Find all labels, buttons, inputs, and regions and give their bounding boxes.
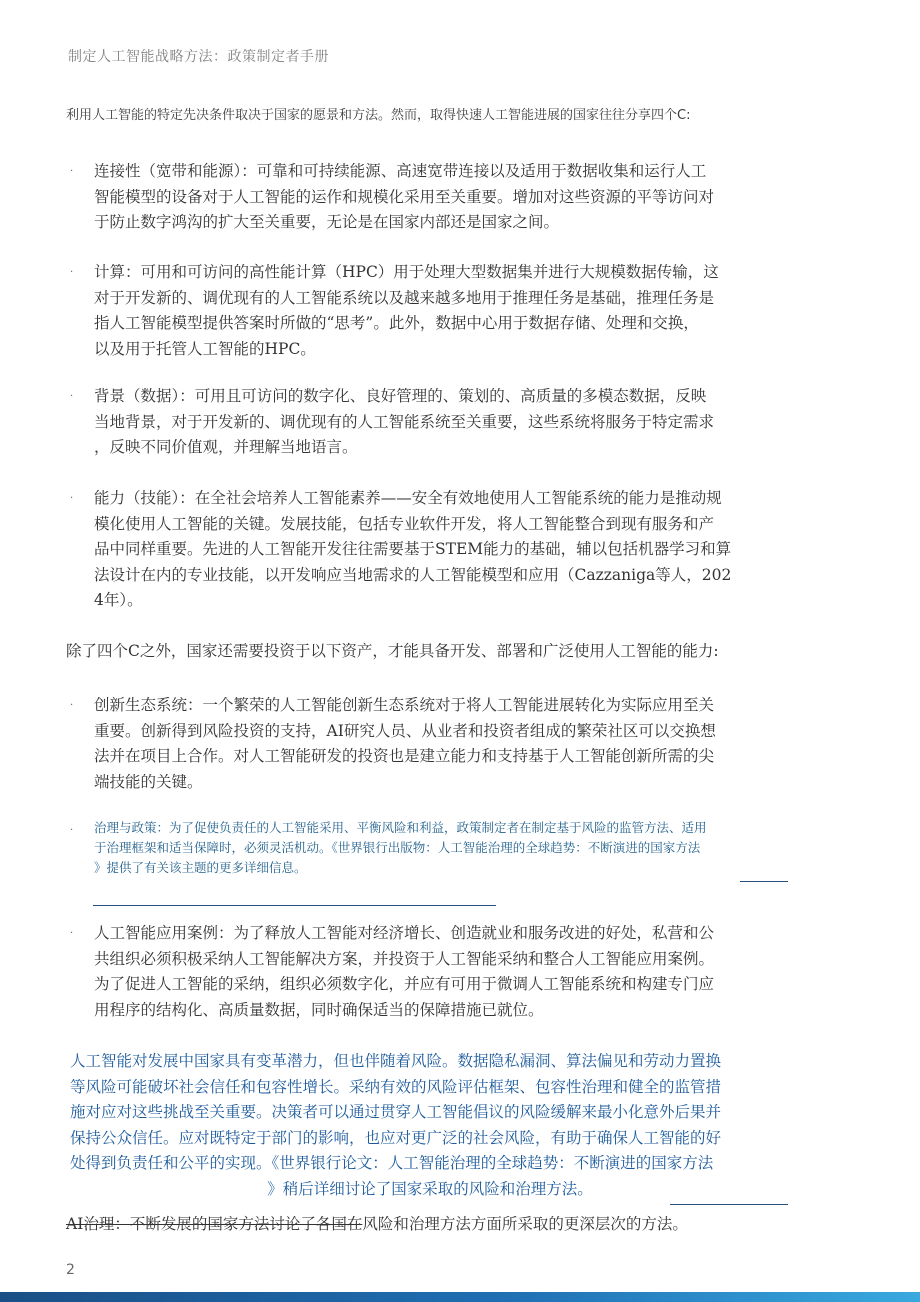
line: 指人工智能模型提供答案时所做的“思考”。此外，数据中心用于数据存储、处理和交换， — [94, 314, 699, 332]
line: 用程序的结构化、高质量数据，同时确保适当的保障措施已就位。 — [94, 1000, 544, 1019]
line: 能力（技能）：在全社会培养人工智能素养——安全有效地使用人工智能系统的能力是推动规 — [94, 489, 722, 507]
link-underline — [670, 1204, 788, 1205]
transition-paragraph: 除了四个C之外，国家还需要投资于以下资产，才能具备开发、部署和广泛使用人工智能的能力: — [66, 642, 719, 660]
bullet-use-cases — [70, 921, 790, 1023]
line: 人工智能对发展中国家具有变革潜力，但也伴随着风险。数据隐私漏洞、算法偏见和劳动力置换 — [70, 1052, 722, 1070]
footnote-text: 风险和治理方法方面所采取的更深层次的方法。 — [362, 1215, 688, 1233]
line: 等风险可能破坏社会信任和包容性增长。采纳有效的风险评估框架、包容性治理和健全的监管措 — [70, 1077, 722, 1096]
bullet-text — [94, 260, 790, 362]
line: 治理与政策：为了促使负责任的人工智能采用、平衡风险和利益，政策制定者在制定基于风险的监管方法、适用 — [94, 820, 707, 835]
line: 法设计在内的专业技能，以开发响应当地需求的人工智能模型和应用（Cazzaniga等人，202 — [94, 565, 732, 584]
line: 法并在项目上合作。对人工智能研发的投资也是建立能力和支持基于人工智能创新所需的尖 — [94, 747, 715, 765]
bullet-text — [94, 384, 790, 461]
risk-callout — [70, 1049, 790, 1202]
bullet-innovation-ecosystem — [70, 693, 790, 795]
bullet-text — [94, 693, 790, 795]
bottom-color-bar — [0, 1292, 920, 1302]
bullet-icon: · — [70, 700, 74, 711]
line: 模化使用人工智能的关键。发展技能，包括专业软件开发，将人工智能整合到现有服务和产 — [94, 514, 715, 533]
line: 人工智能应用案例：为了释放人工智能对经济增长、创造就业和服务改进的好处，私营和公 — [94, 924, 715, 942]
footnote — [66, 1212, 688, 1234]
line: 以及用于托管人工智能的HPC。 — [94, 339, 316, 358]
bullet-text — [94, 921, 790, 1023]
bullet-text — [94, 159, 790, 236]
bullet-icon: · — [70, 928, 74, 939]
intro-paragraph: 利用人工智能的特定先决条件取决于国家的愿景和方法。然而，取得快速人工智能进展的国家往往分享四个C: — [66, 108, 691, 123]
bullet-connectivity — [70, 159, 790, 236]
line: 4年）。 — [94, 591, 143, 609]
bullet-icon: · — [70, 267, 74, 278]
line: 施对应对这些挑战至关重要。决策者可以通过贯穿人工智能倡议的风险缓解来最小化意外后果并 — [70, 1103, 722, 1121]
bullet-governance-policy — [70, 818, 790, 878]
link-underline — [93, 905, 496, 906]
running-header: 制定人工智能战略方法：政策制定者手册 — [68, 49, 329, 65]
bullet-icon: · — [70, 825, 74, 836]
bullet-icon: · — [70, 166, 74, 177]
line: 品中同样重要。先进的人工智能开发往往需要基于STEM能力的基础，辅以包括机器学习和算 — [94, 540, 732, 558]
line: 当地背景，对于开发新的、调优现有的人工智能系统至关重要，这些系统将服务于特定需求 — [94, 412, 715, 431]
bullet-icon: · — [70, 493, 74, 504]
link-underline — [740, 881, 788, 882]
line: 计算：可用和可访问的高性能计算（HPC）用于处理大型数据集并进行大规模数据传输，这 — [94, 263, 719, 281]
bullet-capability — [70, 486, 790, 614]
bullet-text — [94, 486, 790, 614]
line: 保持公众信任。应对既特定于部门的影响，也应对更广泛的社会风险，有助于确保人工智能的好 — [70, 1128, 722, 1147]
line: 为了促进人工智能的采纳，组织必须数字化，并应有可用于微调人工智能系统和构建专门应 — [94, 975, 715, 993]
line: 对于开发新的、调优现有的人工智能系统以及越来越多地用于推理任务是基础，推理任务是 — [94, 288, 715, 307]
line: 端技能的关键。 — [94, 772, 203, 791]
line: 创新生态系统：一个繁荣的人工智能创新生态系统对于将人工智能进展转化为实际应用至关 — [94, 696, 715, 714]
line: 背景（数据）：可用且可访问的数字化、良好管理的、策划的、高质量的多模态数据，反映 — [94, 387, 707, 405]
page-number: 2 — [66, 1262, 75, 1278]
line: 重要。创新得到风险投资的支持，AI研究人员、从业者和投资者组成的繁荣社区可以交换想 — [94, 721, 716, 740]
line: 处得到负责任和公平的实现。《世界银行论文：人工智能治理的全球趋势：不断演进的国家方法 — [70, 1154, 714, 1172]
line: ，反映不同价值观，并理解当地语言。 — [94, 438, 358, 456]
line: 于防止数字鸿沟的扩大至关重要，无论是在国家内部还是国家之间。 — [94, 213, 560, 231]
bullet-context — [70, 384, 790, 461]
line: 于治理框架和适当保障时，必须灵活机动。《世界银行出版物：人工智能治理的全球趋势：不断演进的国家方法 — [94, 840, 701, 855]
bullet-icon: · — [70, 391, 74, 402]
line: 智能模型的设备对于人工智能的运作和规模化采用至关重要。增加对这些资源的平等访问对 — [94, 187, 715, 206]
line: 连接性（宽带和能源）：可靠和可持续能源、高速宽带连接以及适用于数据收集和运行人工 — [94, 162, 707, 180]
line: 》提供了有关该主题的更多详细信息。 — [94, 860, 307, 875]
struck-link-text[interactable]: AI治理：不断发展的国家方法讨论了各国在 — [66, 1215, 363, 1233]
bullet-text — [94, 818, 790, 878]
bullet-compute — [70, 260, 790, 362]
line: 》稍后详细讨论了国家采取的风险和治理方法。 — [267, 1179, 593, 1198]
line: 共组织必须积极采纳人工智能解决方案，并投资于人工智能采纳和整合人工智能应用案例。 — [94, 949, 715, 968]
